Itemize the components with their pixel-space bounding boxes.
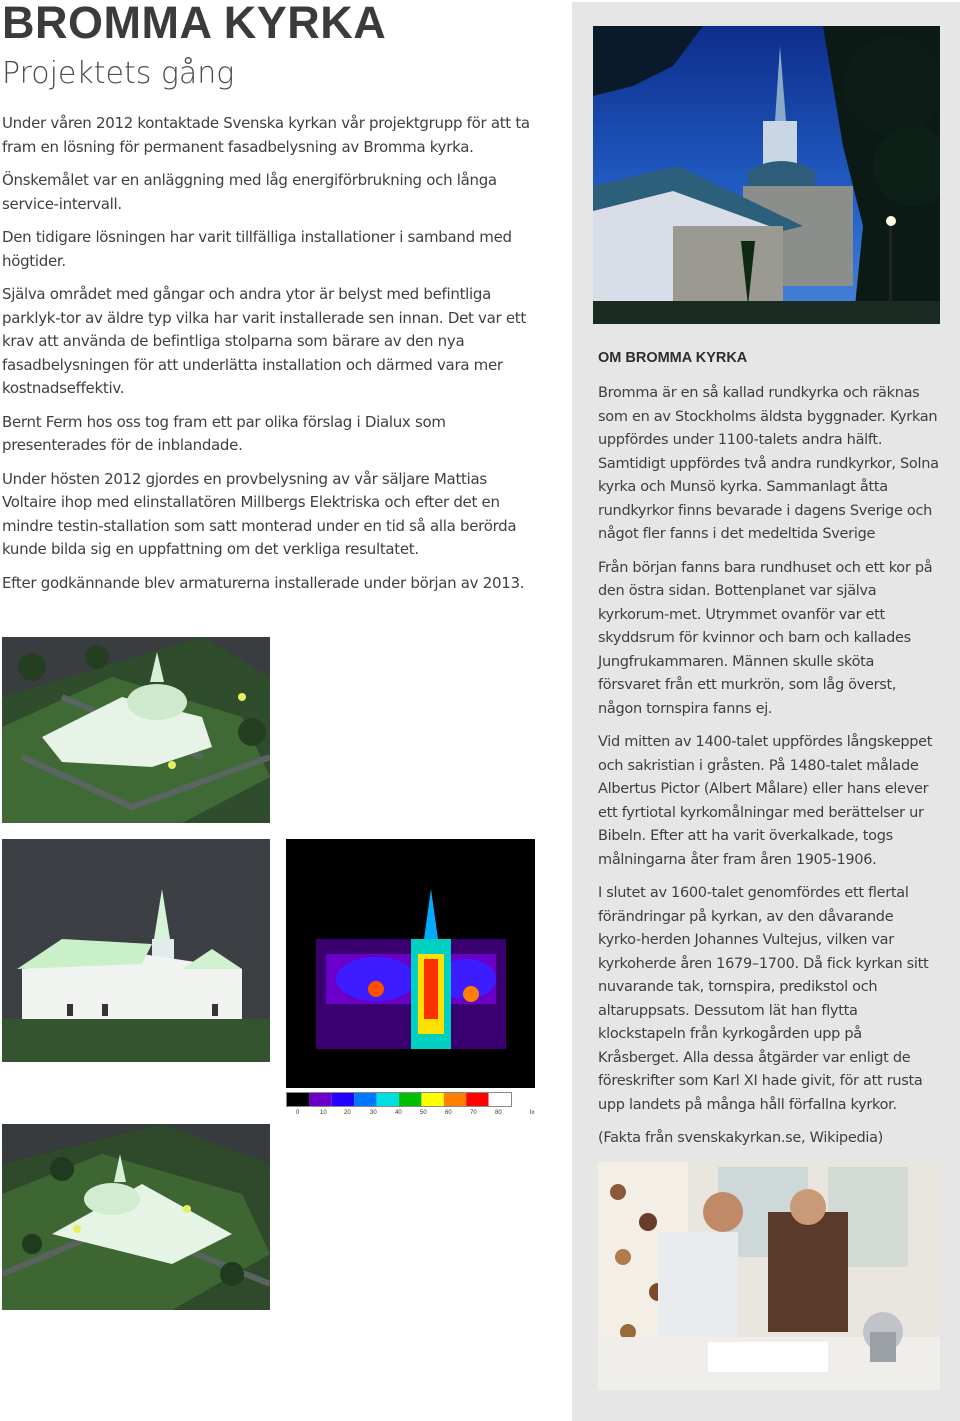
- scale-swatch: [354, 1093, 376, 1106]
- paragraph-5: Bernt Ferm hos oss tog fram ett par olika förslag i Dialux som presenterades för de inblandade.: [2, 412, 446, 454]
- scale-label: 60: [445, 1110, 452, 1116]
- sidebar-paragraph-2: Från början fanns bara rundhuset och ett kor på den östra sidan. Bottenplanet var själva kyrkorum-met. Utrymmet ovanför var ett skyddsrum för kvinnor och barn och kallades Jungfrukammaren. Männen skulle sköta försvaret från ett murkrön, som låg överst, någon tornspira fanns ej.: [598, 559, 933, 717]
- falsecolor-scale-labels: [286, 1110, 536, 1122]
- paragraph-4: Själva området med gångar och andra ytor är belyst med befintliga parklyk-tor av äldre typ vilka har varit installerade sen innan. Det var ett krav att använda de befintliga stolparna som bärare av den nya fasadbelysningen för att underlätta installation och därmed vara mer kostnadseffektiv.: [2, 285, 526, 397]
- falsecolor-scale-bar: [286, 1092, 512, 1107]
- sidebar-paragraph-5: (Fakta från svenskakyrkan.se, Wikipedia): [598, 1130, 884, 1146]
- paragraph-2: Önskemålet var en anläggning med låg energiförbrukning och långa service-intervall.: [2, 171, 497, 213]
- scale-swatch: [309, 1093, 331, 1106]
- render-aerial-1: [2, 637, 270, 823]
- scale-swatch: [489, 1093, 511, 1106]
- scale-swatch: [421, 1093, 443, 1106]
- scale-label: 70: [470, 1110, 477, 1116]
- sidebar-paragraph-1: Bromma är en så kallad rundkyrka och räknas som en av Stockholms äldsta byggnader. Kyrkan uppfördes under 1100-talets andra hälft. Samtidigt uppfördes två andra rundkyrkor, Solna kyrka och Munsö kyrka. Sammanlagt åtta rundkyrkor finns bevarade i dagens Sverige och något fler fanns i det medeltida Sverige: [598, 385, 939, 542]
- page-title: BROMMA KYRKA: [2, 0, 387, 48]
- render-falsecolor: [286, 839, 535, 1088]
- scale-label: 50: [420, 1110, 427, 1116]
- sidebar-paragraph-4: I slutet av 1600-talet genomfördes ett flertal förändringar på kyrkan, av den dåvarande kyrko-herden Johannes Vultejus, vilken var kyrkoherde åren 1679–1700. Då fick kyrkan sitt nuvarande tak, tornspira, predikstol och altaruppsats. Dessutom lät han flytta klockstapeln från kyrkogården upp på Kråsberget. Alla dessa åtgärder var enligt de föreskrifter som Karl XI hade givit, för att rusta upp landets på många håll förfallna kyrkor.: [598, 885, 929, 1113]
- page-subtitle: Projektets gång: [2, 56, 235, 91]
- project-text: [2, 112, 532, 605]
- scale-label: 0: [296, 1110, 300, 1116]
- render-side: [2, 839, 270, 1062]
- church-photo: [593, 26, 940, 324]
- scale-label: 20: [344, 1110, 351, 1116]
- paragraph-6: Under hösten 2012 gjordes en provbelysning av vår säljare Mattias Voltaire ihop med elinstallatören Millbergs Elektriska och efter det en mindre testin-stallation som satt monterad under en tid så alla berörda kunde bilda sig en uppfattning om det verkliga resultatet.: [2, 469, 517, 558]
- people-photo: [598, 1162, 940, 1390]
- scale-label: 10: [320, 1110, 327, 1116]
- scale-swatch: [377, 1093, 399, 1106]
- scale-swatch: [332, 1093, 354, 1106]
- paragraph-7: Efter godkännande blev armaturerna installerade under början av 2013.: [2, 573, 525, 592]
- scale-label: 80: [495, 1110, 502, 1116]
- paragraph-3: Den tidigare lösningen har varit tillfälliga installationer i samband med högtider.: [2, 228, 512, 270]
- render-aerial-2: [2, 1124, 270, 1310]
- scale-swatch: [399, 1093, 421, 1106]
- scale-swatch: [287, 1093, 309, 1106]
- scale-swatch: [444, 1093, 466, 1106]
- sidebar-heading: OM BROMMA KYRKA: [598, 350, 748, 366]
- sidebar-paragraph-3: Vid mitten av 1400-talet uppfördes långskeppet och sakristian i gråsten. På 1480-talet målade Albertus Pictor (Albert Målare) eller hans elever ett fyrtiotal kyrkomålningar med berättelser ur Bibeln. Efter att ha varit överkalkade, togs målningarna åter fram åren 1905-1906.: [598, 734, 933, 868]
- sidebar-text: [598, 382, 940, 1161]
- scale-label: 40: [395, 1110, 402, 1116]
- scale-label: lx: [530, 1110, 535, 1116]
- paragraph-1: Under våren 2012 kontaktade Svenska kyrkan vår projektgrupp för att ta fram en lösning för permanent fasadbelysning av Bromma kyrka.: [2, 114, 530, 156]
- scale-label: 30: [370, 1110, 377, 1116]
- scale-swatch: [466, 1093, 488, 1106]
